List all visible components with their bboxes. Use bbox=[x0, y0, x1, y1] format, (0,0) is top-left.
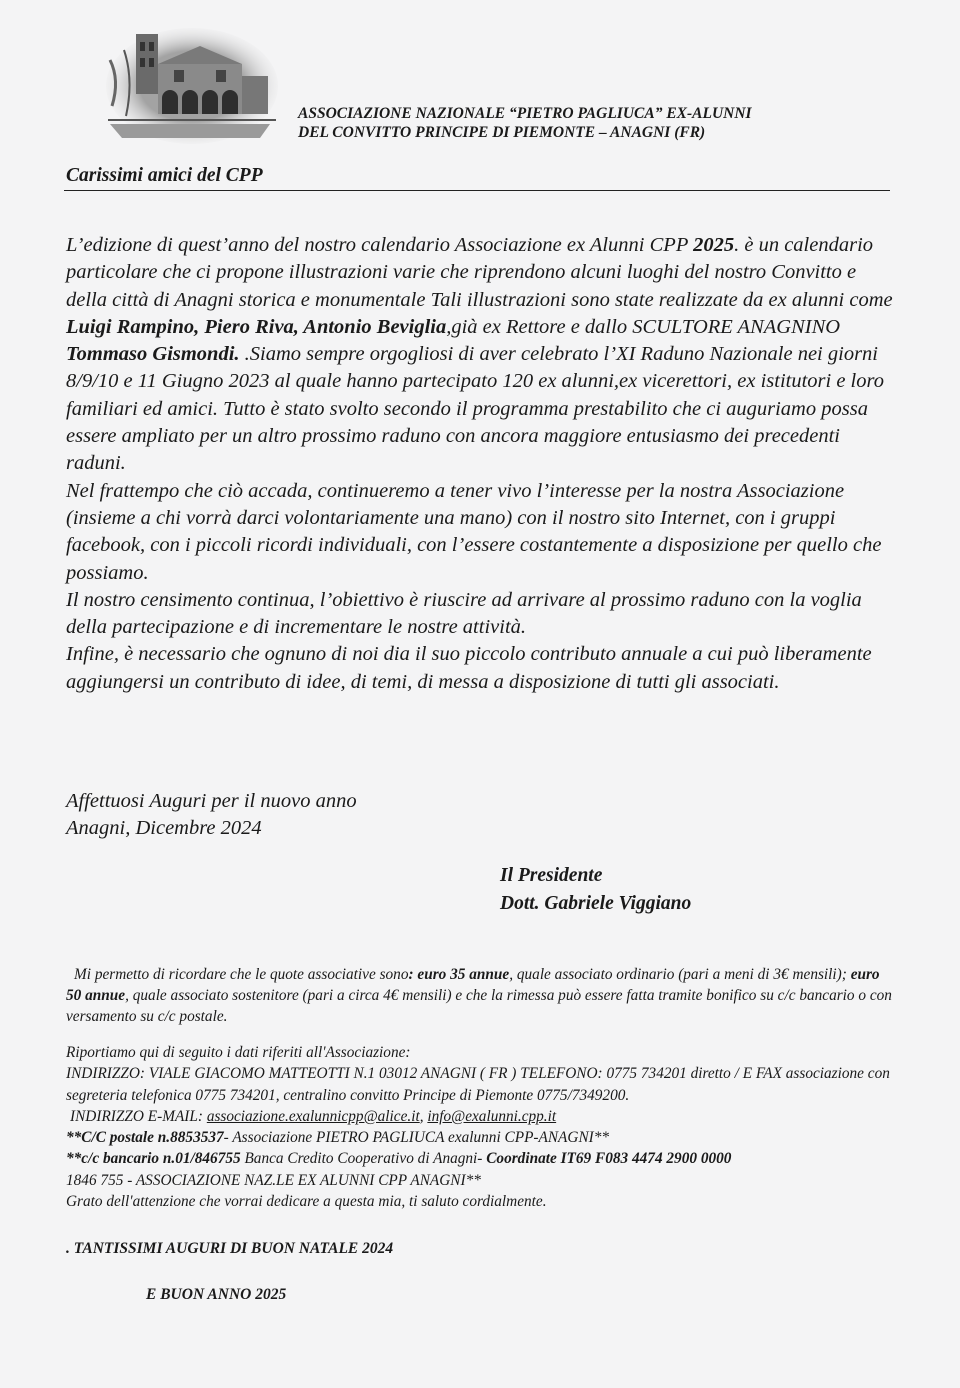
details-intro: Riportiamo qui di seguito i dati riferiti all'Associazione: bbox=[66, 1044, 411, 1061]
greeting: Carissimi amici del CPP bbox=[66, 165, 263, 186]
bank-account: **c/c bancario n.01/846755 Banca Credito Cooperativo di Anagni- Coordinate IT69 F083 4474 2900 0000 bbox=[66, 1150, 732, 1168]
fee-ordinary: : euro 35 annue bbox=[408, 966, 510, 983]
closing bbox=[66, 788, 666, 842]
address-phone: INDIRIZZO: VIALE GIACOMO MATTEOTTI N.1 03012 ANAGNI ( FR ) TELEFONO: 0775 734201 diretto / E FAX associazione con segreteria telefonica 0775 734201, centralino convitto Principe di Piemonte 0775/7349200. bbox=[66, 1065, 890, 1104]
association-line-1: ASSOCIAZIONE NAZIONALE “PIETRO PAGLIUCA” EX-ALUNNI bbox=[298, 105, 752, 122]
association-details bbox=[66, 1042, 896, 1212]
signature-role: Il Presidente bbox=[500, 865, 603, 886]
illustrator-names: Luigi Rampino, Piero Riva, Antonio Beviglia bbox=[66, 315, 447, 338]
calendar-year: 2025 bbox=[693, 234, 735, 256]
postal-account: **C/C postale n.8853537- Associazione PIETRO PAGLIUCA exalunni CPP-ANAGNI** bbox=[66, 1129, 610, 1147]
paragraph-1: L’edizione di quest’anno del nostro calendario Associazione ex Alunni CPP 2025. è un calendario particolare che ci propone illustrazioni varie che riprendono alcuni luoghi del nostro Convitto e della città di Anagni storica e monumentale Tali illustrazioni sono state realizzate da ex alunni come Luigi Rampino, Piero Riva, Antonio Beviglia,già ex Rettore e dallo SCULTORE ANAGNINO Tommaso Gismondi. .Siamo sempre orgogliosi di aver celebrato l’XI Raduno Nazionale nei giorni 8/9/10 e 11 Giugno 2023 al quale hanno partecipato 120 ex alunni,ex vicerettori, ex istitutori e loro familiari ed amici. Tutto è stato svolto secondo il programma prestabilito che ci auguriamo possa essere ampliato per un altro prossimo raduno con ancora maggiore entusiasmo dei precedenti raduni. bbox=[66, 234, 893, 475]
email-link-1[interactable]: associazione.exalunnicpp@alice.it bbox=[206, 1107, 420, 1125]
bank-account-continued: 1846 755 - ASSOCIAZIONE NAZ.LE EX ALUNNI CPP ANAGNI** bbox=[66, 1171, 481, 1189]
place-date: Anagni, Dicembre 2024 bbox=[66, 817, 262, 839]
header-divider bbox=[64, 190, 890, 191]
association-line-2: DEL CONVITTO PRINCIPE DI PIEMONTE – ANAGNI (FR) bbox=[298, 124, 706, 141]
iban: Coordinate IT69 F083 4474 2900 0000 bbox=[486, 1150, 732, 1168]
letter-body bbox=[66, 232, 896, 696]
convitto-engraving-logo bbox=[100, 20, 280, 150]
membership-fee-note: Mi permetto di ricordare che le quote associative sono: euro 35 annue, quale associato ordinario (pari a meni di 3€ mensili); euro 50 annue, quale associato sostenitore (pari a circa 4€ mensili) e che la rimessa può essere fatta tramite bonifico su c/c bancario o con versamento su c/c postale. bbox=[66, 966, 892, 1025]
paragraph-2: Nel frattempo che ciò accada, continueremo a tener vivo l’interesse per la nostra Associazione (insieme a chi vorrà darci volontariamente una mano) con il nostro sito Internet, con i gruppi facebook, con i piccoli ricordi individuali, con l’essere costantemente a disposizione per quello che possiamo. bbox=[66, 479, 882, 584]
email-link-2[interactable]: info@exalunni.cpp.it bbox=[427, 1107, 557, 1125]
paragraph-4: Infine, è necessario che ognuno di noi dia il suo piccolo contributo annuale a cui può liberamente aggiungersi un contributo di idee, di temi, di messa a disposizione di tutti gli associati. bbox=[66, 643, 872, 693]
signature bbox=[500, 862, 900, 918]
signature-name: Dott. Gabriele Viggiano bbox=[500, 893, 692, 914]
sculptor-name: Tommaso Gismondi. bbox=[66, 343, 240, 366]
association-heading bbox=[298, 104, 898, 142]
new-year-greeting: E BUON ANNO 2025 bbox=[146, 1286, 287, 1303]
thanks-line: Grato dell'attenzione che vorrai dedicare a questa mia, ti saluto cordialmente. bbox=[66, 1193, 547, 1211]
christmas-greeting: . TANTISSIMI AUGURI DI BUON NATALE 2024 bbox=[66, 1240, 394, 1257]
paragraph-3: Il nostro censimento continua, l’obiettivo è riuscire ad arrivare al prossimo raduno con la voglia della partecipazione e di incrementare le nostre attività. bbox=[66, 588, 862, 639]
fee-supporter: euro 50 annue bbox=[66, 966, 880, 1004]
closing-wishes: Affettuosi Auguri per il nuovo anno bbox=[66, 790, 357, 812]
email-line: INDIRIZZO E-MAIL: associazione.exalunnicpp@alice.it, info@exalunni.cpp.it bbox=[70, 1107, 557, 1125]
